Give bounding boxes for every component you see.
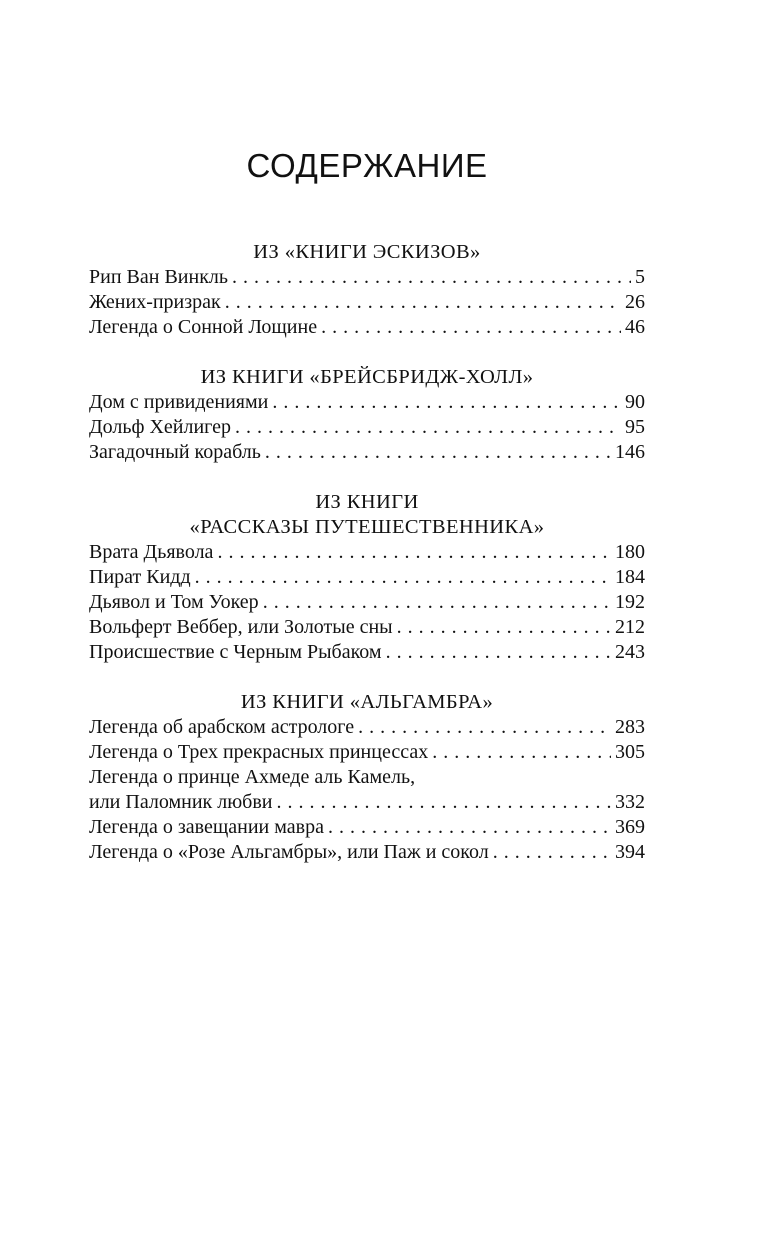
dot-leader	[397, 615, 611, 640]
entry-page-number: 184	[615, 566, 645, 588]
entry-title: Происшествие с Черным Рыбаком	[89, 641, 382, 663]
toc-section	[89, 490, 645, 665]
entry-title: Дом с привидениями	[89, 391, 269, 413]
entry-title: Легенда о Трех прекрасных принцессах	[89, 741, 429, 763]
dot-leader	[265, 440, 611, 465]
entry-page-number: 369	[615, 816, 645, 838]
entry-title: Врата Дьявола	[89, 541, 214, 563]
entry-page-number: 46	[625, 316, 645, 338]
dot-leader	[277, 790, 611, 815]
toc-entry[interactable]	[89, 840, 645, 865]
entry-title: Легенда о Сонной Лощине	[89, 316, 318, 338]
entry-title: Рип Ван Винкль	[89, 266, 229, 288]
entry-title: Легенда об арабском астрологе	[89, 716, 355, 738]
entry-page-number: 192	[615, 591, 645, 613]
toc-entry-first-line[interactable]	[89, 765, 645, 790]
section-heading: ИЗ КНИГИ «БРЕЙСБРИДЖ-ХОЛЛ»	[200, 366, 534, 388]
toc-entry[interactable]	[89, 390, 645, 415]
entry-page-number: 305	[615, 741, 645, 763]
page-title: СОДЕРЖАНИЕ	[246, 147, 488, 184]
dot-leader	[272, 390, 621, 415]
entry-page-number: 394	[615, 841, 645, 863]
entry-page-number: 283	[615, 716, 645, 738]
section-heading: «РАССКАЗЫ ПУТЕШЕСТВЕННИКА»	[189, 516, 545, 538]
table-of-contents	[89, 240, 645, 865]
dot-leader	[195, 565, 611, 590]
entry-title: Вольферт Веббер, или Золотые сны	[89, 616, 393, 638]
entry-page-number: 212	[615, 616, 645, 638]
toc-section	[89, 365, 645, 465]
section-heading: ИЗ КНИГИ «АЛЬГАМБРА»	[240, 691, 494, 713]
dot-leader	[321, 315, 621, 340]
toc-entry[interactable]	[89, 565, 645, 590]
dot-leader	[493, 840, 611, 865]
toc-entry[interactable]	[89, 715, 645, 740]
toc-entry[interactable]	[89, 815, 645, 840]
entry-page-number: 90	[625, 391, 645, 413]
entry-page-number: 146	[615, 441, 645, 463]
entry-title: или Паломник любви	[89, 791, 273, 813]
toc-entry[interactable]	[89, 315, 645, 340]
entry-title: Дьявол и Том Уокер	[89, 591, 259, 613]
toc-entry[interactable]	[89, 415, 645, 440]
toc-entry[interactable]	[89, 790, 645, 815]
entry-title: Загадочный корабль	[89, 441, 261, 463]
dot-leader	[328, 815, 611, 840]
section-heading: ИЗ КНИГИ	[315, 491, 419, 513]
entry-page-number: 26	[625, 291, 645, 313]
dot-leader	[263, 590, 611, 615]
toc-entry[interactable]	[89, 290, 645, 315]
toc-section	[89, 240, 645, 340]
toc-entry[interactable]	[89, 265, 645, 290]
toc-entry[interactable]	[89, 440, 645, 465]
entry-page-number: 332	[615, 791, 645, 813]
toc-entry[interactable]	[89, 740, 645, 765]
dot-leader	[225, 290, 621, 315]
toc-entry[interactable]	[89, 540, 645, 565]
dot-leader	[432, 740, 611, 765]
toc-entry[interactable]	[89, 615, 645, 640]
dot-leader	[217, 540, 611, 565]
entry-page-number: 95	[625, 416, 645, 438]
dot-leader	[358, 715, 611, 740]
entry-title: Легенда о «Розе Альгамбры», или Паж и сокол	[89, 841, 489, 863]
entry-title: Дольф Хейлигер	[89, 416, 231, 438]
dot-leader	[232, 265, 631, 290]
entry-page-number: 243	[615, 641, 645, 663]
entry-title: Легенда о завещании мавра	[89, 816, 324, 838]
section-heading: ИЗ «КНИГИ ЭСКИЗОВ»	[253, 241, 481, 263]
entry-title: Легенда о принце Ахмеде аль Камель,	[89, 766, 416, 788]
toc-section	[89, 690, 645, 865]
entry-title: Жених-призрак	[89, 291, 221, 313]
toc-entry[interactable]	[89, 640, 645, 665]
toc-entry[interactable]	[89, 590, 645, 615]
dot-leader	[386, 640, 611, 665]
entry-page-number: 5	[635, 266, 645, 288]
entry-page-number: 180	[615, 541, 645, 563]
entry-title: Пират Кидд	[89, 566, 191, 588]
dot-leader	[235, 415, 621, 440]
